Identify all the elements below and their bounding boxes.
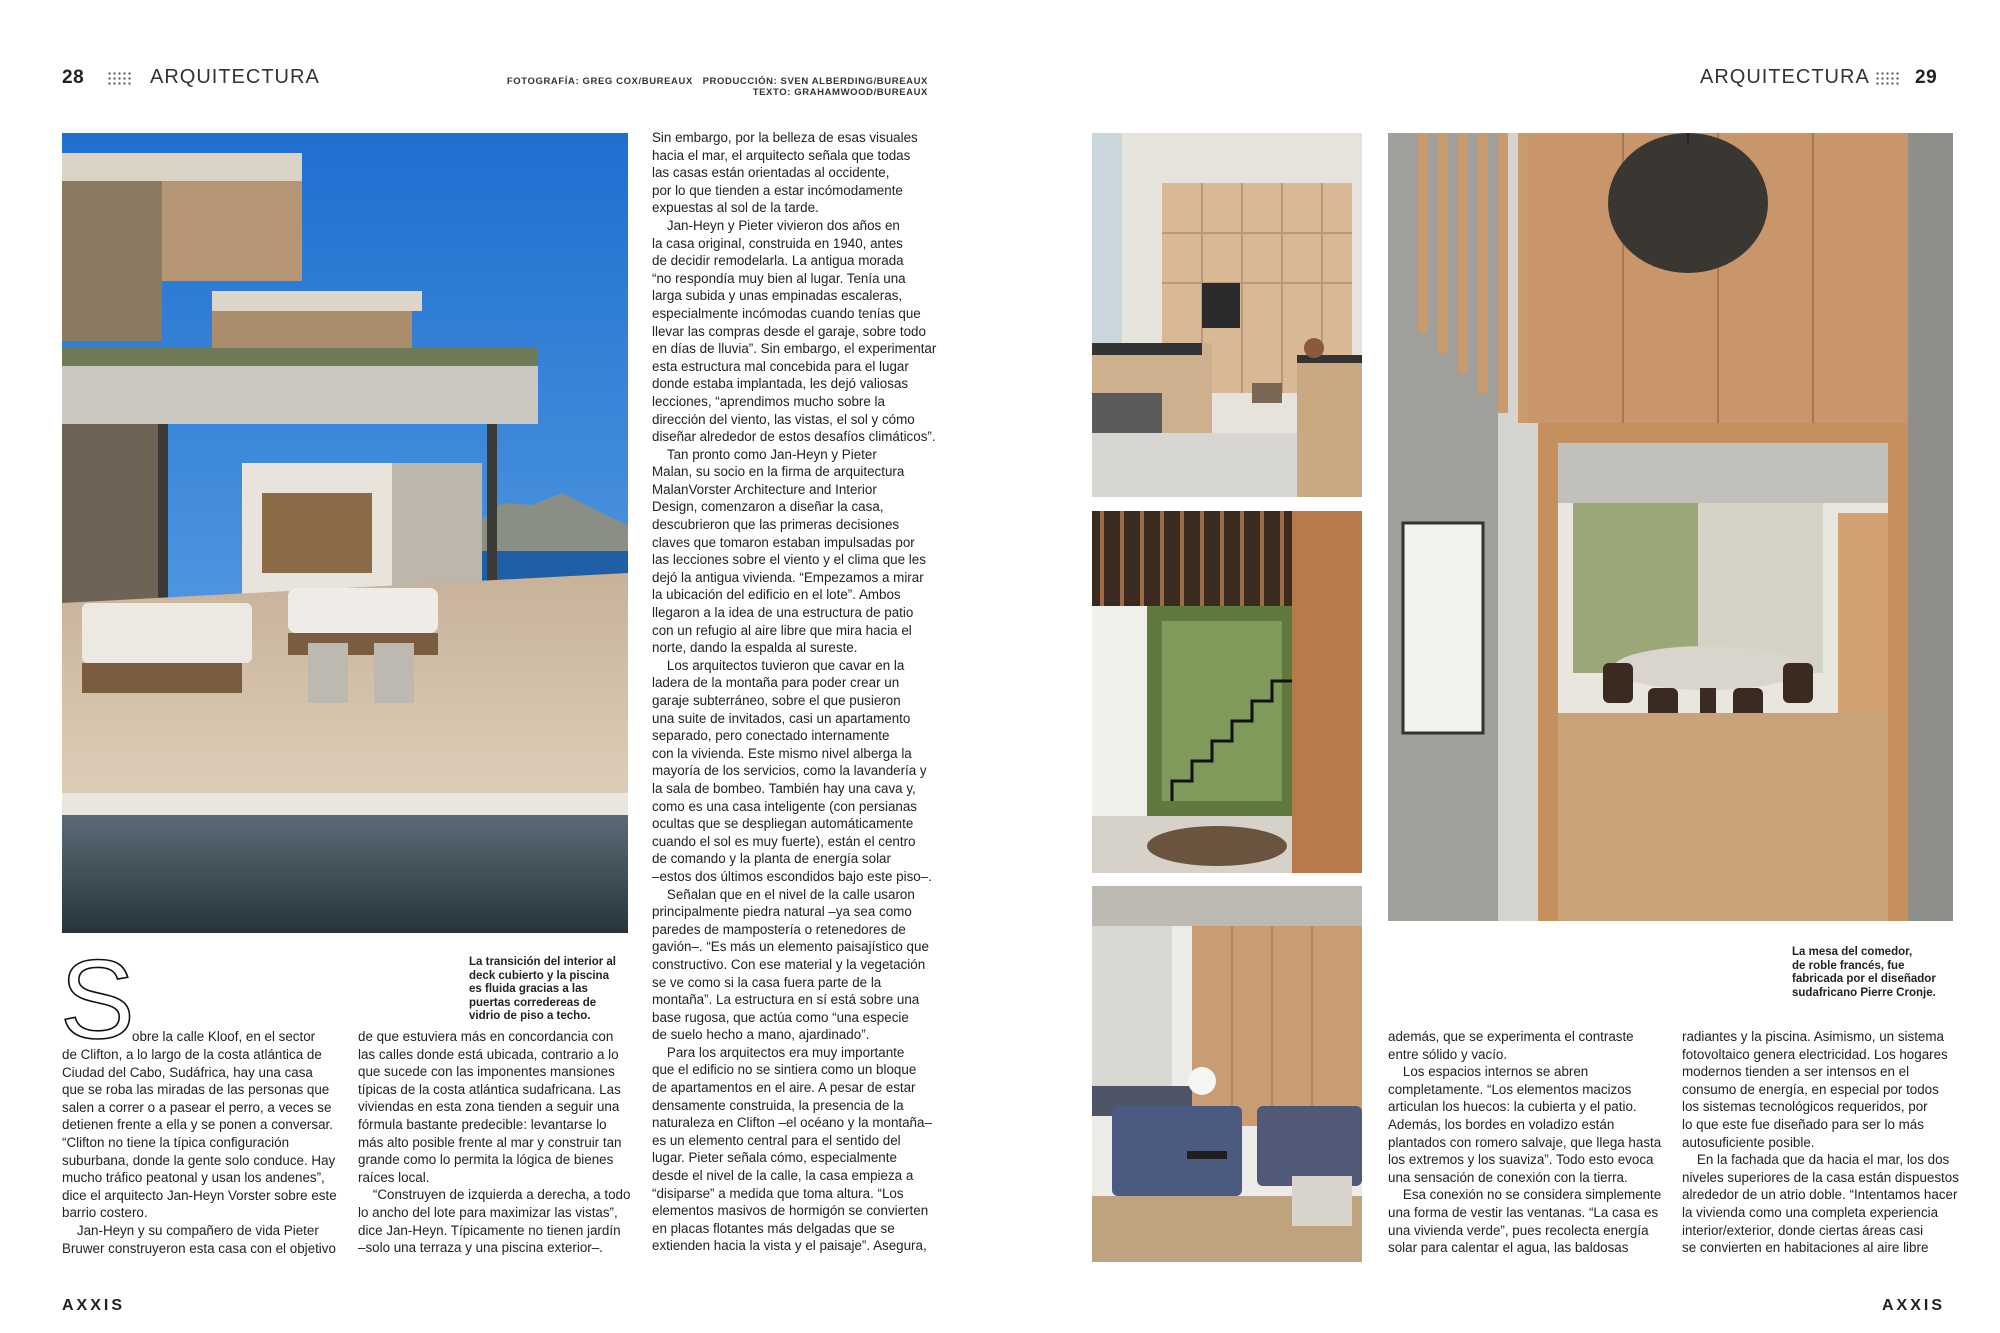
- article-col1-first-line: obre la calle Kloof, en el sector: [132, 1029, 316, 1044]
- left-footer-brand: AXXIS: [62, 1297, 126, 1314]
- article-col1: de Clifton, a lo largo de la costa atlántica de Ciudad del Cabo, Sudáfrica, hay una casa que se roba las miradas de las personas que salen a correr o a pasear el perro, a veces se detienen frente a ella y se ponen a conversar. “Clifton no tiene la típica configuración suburbana, donde la gente solo conduce. Hay mucho tráfico peatonal y usan los andenes”, dice el arquitecto Jan-Heyn Vorster sobre este barrio costero. Jan-Heyn y su compañero de vida Pieter Bruwer construyeron esta casa con el objetivo: [62, 1047, 337, 1256]
- left-section-title: ARQUITECTURA: [150, 66, 320, 88]
- credits-line-1: FOTOGRAFÍA: GREG COX/BUREAUX PRODUCCIÓN: SVEN ALBERDING/BUREAUX: [506, 76, 928, 87]
- article-col5: radiantes y la piscina. Asimismo, un sistema fotovoltaico genera electricidad. Los hogares modernos tienden a ser intensos en el consumo de energía, en especial por todos los sistemas tecnológicos requeridos, por lo que este fue diseñado para ser lo más autosuficiente posible. En la fachada que da hacia el mar, los dos niveles superiores de la casa están dispuestos alrededor de un atrio doble. “Intentamos hacer la vivienda como una completa experiencia interior/exterior, donde ciertas áreas casi se convierten en habitaciones al aire libre: [1682, 1029, 1959, 1256]
- photo-credits: [420, 76, 928, 98]
- dining-room-photo: [1388, 133, 1953, 921]
- staircase-photo: [1092, 511, 1362, 873]
- dot-grid-icon: [1875, 71, 1901, 85]
- left-page-number: 28: [62, 67, 85, 88]
- article-col4: además, que se experimenta el contraste entre sólido y vacío. Los espacios internos se abren completamente. “Los elementos macizos articulan los huecos: la cubierta y el patio. Además, los bordes en voladizo están plantados con romero salvaje, que llega hasta los extremos y los suaviza”. Todo esto evoca una sensación de conexión con la tierra. Esa conexión no se considera simplemente una forma de vestir las ventanas. “La casa es una vivienda verde”, pues recolecta energía solar para calentar el agua, las baldosas: [1388, 1029, 1662, 1256]
- article-col3: Sin embargo, por la belleza de esas visuales hacia el mar, el arquitecto señala que todas las casas están orientadas al occidente, por lo que tienden a estar incómodamente expuestas al sol de la tarde. Jan-Heyn y Pieter vivieron dos años en la casa original, construida en 1940, antes de decidir remodelarla. La antigua morada “no respondía muy bien al lugar. Tenía una larga subida y unas empinadas escaleras, especialmente incómodas cuando tenías que llevar las compras desde el garaje, sobre todo en días de lluvia”. Sin embargo, el experimentar esta estructura mal concebida para el lugar donde estaba implantada, les dejó valiosas lecciones, “aprendimos mucho sobre la dirección del viento, las vistas, el sol y cómo diseñar alrededor de estos desafíos climáticos”. Tan pronto como Jan-Heyn y Pieter Malan, su socio en la firma de arquitectura MalanVorster Architecture and Interior Design, comenzaron a diseñar la casa, descubrieron que las primeras decisiones claves que tomaron estaban impulsadas por las lecciones sobre el viento y el clima que les dejó la antigua vivienda. “Empezamos a mirar la ubicación del edificio en el lote”. Ambos llegaron a la idea de una estructura de patio con un refugio al aire libre que mira hacia el norte, dando la espalda al sureste. Los arquitectos tuvieron que cavar en la ladera de la montaña para poder crear un garaje subterráneo, sobre el que pusieron una suite de invitados, casi un apartamento separado, pero conectado internamente con la vivienda. Este mismo nivel alberga la mayoría de los servicios, como la lavandería y la sala de bombeo. También hay una cava y, como es una casa inteligente (con persianas ocultas que se despliegan automáticamente cuando el sol es muy fuerte), están el centro de comando y la planta de energía solar –estos dos últimos escondidos bajo este piso–. Señalan que en el nivel de la calle usaron principalmente piedra natural –ya sea como paredes de mampostería o retenedores de gavión–. “Es más un elemento paisajístico que constructivo. Con ese material y la vegetación se ve como si la casa fuera parte de la montaña”. La estructura en sí está sobre una base rugosa, que actúa como “una especie de suelo hecho a mano, ajardinado”. Para los arquitectos era muy importante que el edificio no se sintiera como un bloque de apartamentos en el aire. A pesar de estar densamente construida, la presencia de la naturaleza en Clifton –el océano y la montaña– es un elemento central para el sentido del lugar. Pieter señala cómo, especialmente desde el nivel de la calle, la casa empieza a “disiparse” a medida que toma altura. “Los elementos masivos de hormigón se convierten en placas flotantes más delgadas que se extienden hacia la vista y el paisaje”. Asegura,: [652, 130, 937, 1254]
- article-col2: de que estuviera más en concordancia con las calles donde está ubicada, contrario a lo que sucede con las imponentes mansiones típicas de la costa atlántica sudafricana. Las viviendas en esta zona tienden a seguir una fórmula bastante predecible: levantarse lo más alto posible frente al mar y construir tan grande como lo permita la lógica de bienes raíces local. “Construyen de izquierda a derecha, a todo lo ancho del lote para maximizar las vistas”, dice Jan-Heyn. Típicamente no tienen jardín –solo una terraza y una piscina exterior–.: [358, 1029, 631, 1256]
- right-page-number: 29: [1915, 67, 1938, 88]
- dining-caption: La mesa del comedor, de roble francés, fue fabricada por el diseñador sudafricano Pierre Cronje.: [1792, 946, 1936, 999]
- living-room-photo: [1092, 886, 1362, 1262]
- terrace-caption: La transición del interior al deck cubierto y la piscina es fluida gracias a las puertas corredereas de vidrio de piso a techo.: [469, 956, 616, 1022]
- right-section-title: ARQUITECTURA: [1700, 66, 1870, 88]
- dot-grid-icon: [107, 71, 133, 85]
- terrace-photo: [62, 133, 628, 933]
- credits-line-2: TEXTO: GRAHAMWOOD/BUREAUX: [752, 87, 928, 98]
- drop-cap: S: [60, 937, 135, 1062]
- kitchen-photo: [1092, 133, 1362, 497]
- right-footer-brand: AXXIS: [1882, 1297, 1946, 1314]
